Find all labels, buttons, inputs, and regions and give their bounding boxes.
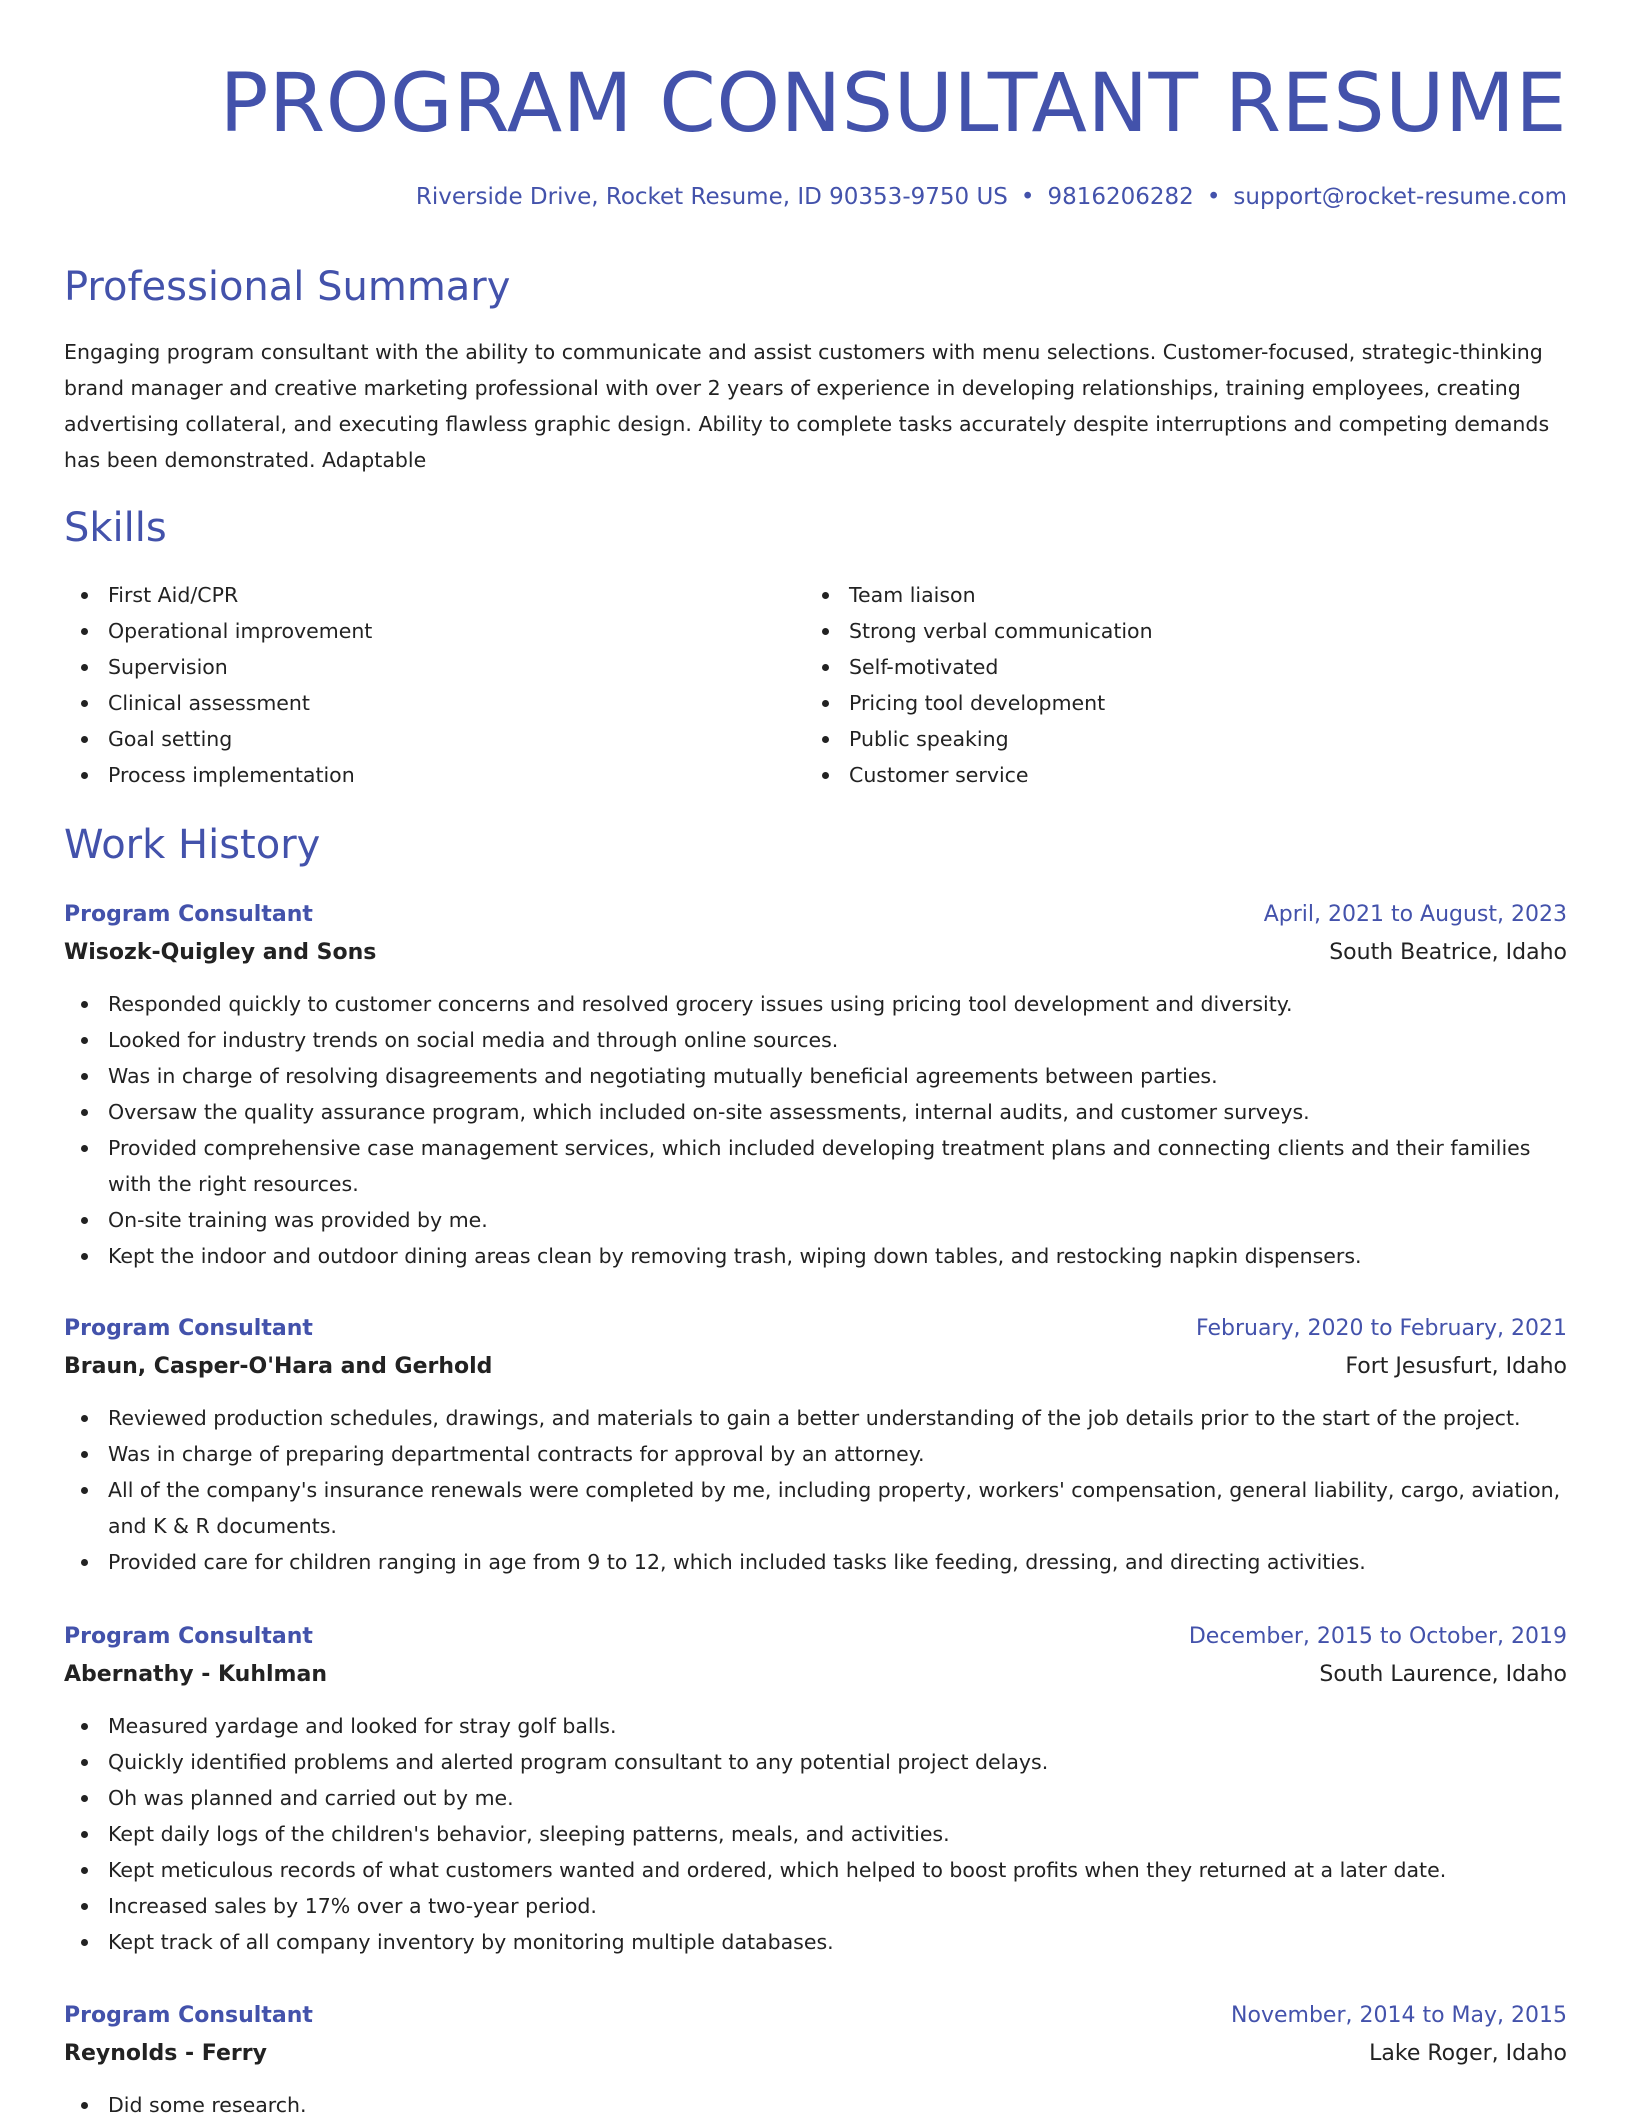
- job-location: South Beatrice, Idaho: [1329, 940, 1567, 965]
- job-bullet: Was in charge of resolving disagreements and negotiating mutually beneficial agreements between parties.: [64, 1058, 1567, 1094]
- job-entry: [64, 896, 1567, 1274]
- job-bullet: All of the company's insurance renewals were completed by me, including property, workers' compensation, general liability, cargo, aviation, and K & R documents.: [64, 1472, 1567, 1544]
- job-bullet: Responded quickly to customer concerns and resolved grocery issues using pricing tool development and diversity.: [64, 986, 1567, 1022]
- job-entry: [64, 1310, 1567, 1580]
- skill-item: First Aid/CPR: [64, 577, 764, 613]
- skills-list-right: [805, 577, 1505, 793]
- contact-phone: 9816206282: [1047, 184, 1194, 210]
- skill-item: Pricing tool development: [805, 685, 1505, 721]
- job-bullet: Quickly identified problems and alerted program consultant to any potential project delays.: [64, 1744, 1567, 1780]
- job-dates: February, 2020 to February, 2021: [1196, 1316, 1567, 1341]
- skill-item: Self-motivated: [805, 649, 1505, 685]
- skill-item: Operational improvement: [64, 613, 764, 649]
- work-history-heading: Work History: [64, 822, 321, 868]
- skill-item: Clinical assessment: [64, 685, 764, 721]
- job-title: Program Consultant: [64, 2003, 313, 2028]
- job-bullet: Kept track of all company inventory by monitoring multiple databases.: [64, 1924, 1567, 1960]
- skill-item: Supervision: [64, 649, 764, 685]
- job-bullet: Provided care for children ranging in age from 9 to 12, which included tasks like feeding, dressing, and directing activities.: [64, 1544, 1567, 1580]
- job-location: Lake Roger, Idaho: [1369, 2041, 1567, 2066]
- job-bullet: Oversaw the quality assurance program, which included on-site assessments, internal audits, and customer surveys.: [64, 1094, 1567, 1130]
- job-location: South Laurence, Idaho: [1319, 1662, 1567, 1687]
- job-bullet: Oh was planned and carried out by me.: [64, 1780, 1567, 1816]
- job-location: Fort Jesusfurt, Idaho: [1345, 1354, 1567, 1379]
- summary-text: Engaging program consultant with the ability to communicate and assist customers with menu selections. Customer-focused, strategic-thinking brand manager and creative marketing professional with over 2 years of experience in developing relationships, training employees, creating advertising collateral, and executing flawless graphic design. Ability to complete tasks accurately despite interruptions and competing demands has been demonstrated. Adaptable: [64, 340, 1550, 472]
- contact-email[interactable]: support@rocket-resume.com: [1233, 184, 1567, 210]
- skills-heading: Skills: [64, 505, 167, 551]
- contact-separator: •: [1020, 184, 1035, 210]
- job-bullet: Increased sales by 17% over a two-year period.: [64, 1888, 1567, 1924]
- job-company: Abernathy - Kuhlman: [64, 1662, 327, 1687]
- skills-list-left: [64, 577, 764, 793]
- job-entry: [64, 1618, 1567, 1960]
- job-bullet: Kept daily logs of the children's behavior, sleeping patterns, meals, and activities.: [64, 1816, 1567, 1852]
- job-bullet: Measured yardage and looked for stray golf balls.: [64, 1708, 1567, 1744]
- contact-address: Riverside Drive, Rocket Resume, ID 90353-9750 US: [415, 184, 1008, 210]
- job-entry: [64, 1997, 1567, 2123]
- skill-item: Customer service: [805, 757, 1505, 793]
- job-title: Program Consultant: [64, 1624, 313, 1649]
- job-title: Program Consultant: [64, 1316, 313, 1341]
- job-dates: April, 2021 to August, 2023: [1263, 902, 1567, 927]
- summary-heading: Professional Summary: [64, 264, 511, 310]
- job-company: Reynolds - Ferry: [64, 2041, 267, 2066]
- job-bullets: [64, 986, 1567, 1274]
- skill-item: Team liaison: [805, 577, 1505, 613]
- job-company: Braun, Casper-O'Hara and Gerhold: [64, 1354, 493, 1379]
- job-dates: December, 2015 to October, 2019: [1188, 1624, 1567, 1649]
- skill-item: Goal setting: [64, 721, 764, 757]
- skill-item: Process implementation: [64, 757, 764, 793]
- job-company: Wisozk-Quigley and Sons: [64, 940, 377, 965]
- job-bullet: On-site training was provided by me.: [64, 1202, 1567, 1238]
- contact-separator: •: [1206, 184, 1221, 210]
- resume-title: PROGRAM CONSULTANT RESUME: [219, 57, 1567, 151]
- job-title: Program Consultant: [64, 902, 313, 927]
- job-bullets: [64, 1708, 1567, 1960]
- skill-item: Public speaking: [805, 721, 1505, 757]
- job-bullet: Kept the indoor and outdoor dining areas clean by removing trash, wiping down tables, and restocking napkin dispensers.: [64, 1238, 1567, 1274]
- job-bullet: Was in charge of preparing departmental contracts for approval by an attorney.: [64, 1436, 1567, 1472]
- job-bullet: Provided comprehensive case management services, which included developing treatment plans and connecting clients and their families with the right resources.: [64, 1130, 1567, 1202]
- job-bullets: [64, 1400, 1567, 1580]
- contact-line: [416, 179, 1567, 215]
- job-bullet: Reviewed production schedules, drawings, and materials to gain a better understanding of the job details prior to the start of the project.: [64, 1400, 1567, 1436]
- job-bullet: Kept meticulous records of what customers wanted and ordered, which helped to boost profits when they returned at a later date.: [64, 1852, 1567, 1888]
- resume-page: [64, 0, 1567, 2117]
- job-bullets: [64, 2087, 1567, 2123]
- job-dates: November, 2014 to May, 2015: [1231, 2003, 1567, 2028]
- job-bullet: Looked for industry trends on social media and through online sources.: [64, 1022, 1567, 1058]
- skill-item: Strong verbal communication: [805, 613, 1505, 649]
- job-bullet: Did some research.: [64, 2087, 1567, 2123]
